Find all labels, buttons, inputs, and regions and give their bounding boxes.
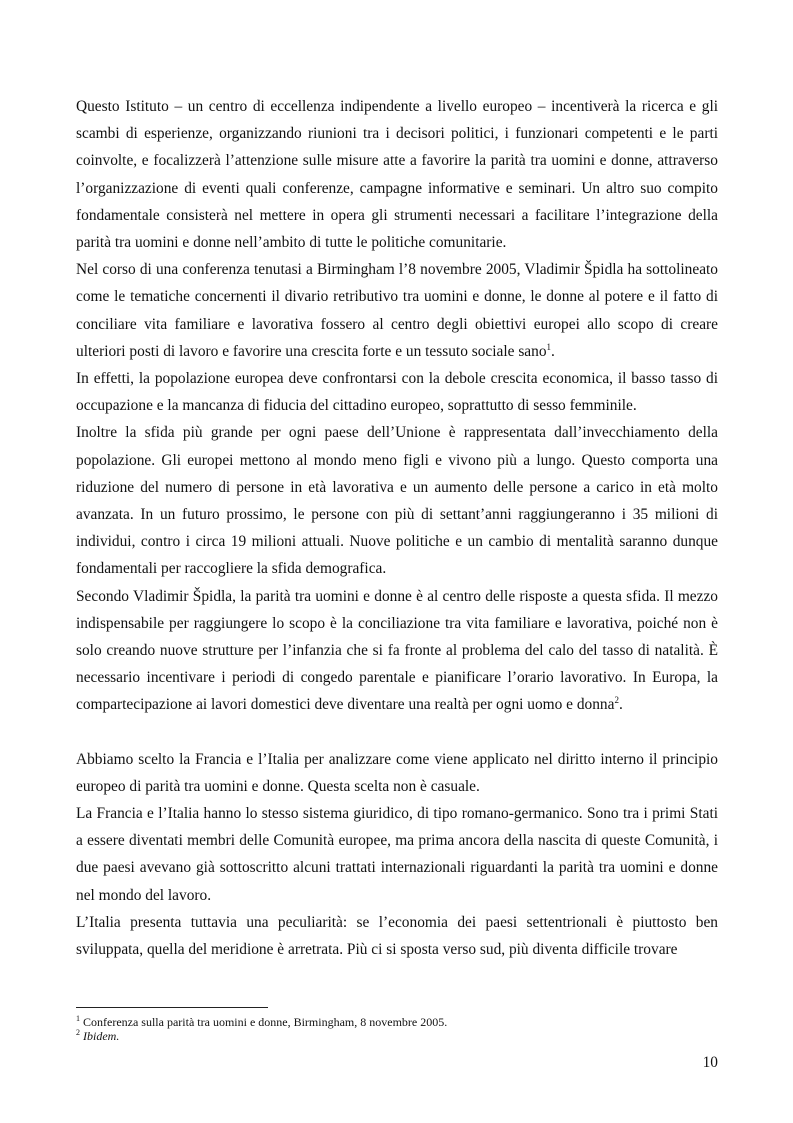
page-number: 10 [702, 1054, 718, 1071]
paragraph [76, 256, 718, 365]
period: . [551, 342, 555, 360]
footnote-text: Ibidem. [83, 1029, 120, 1043]
paragraph [76, 583, 718, 719]
paragraph: La Francia e l’Italia hanno lo stesso sistema giuridico, di tipo romano-germanico. Sono tra i primi Stati a essere diventati membri delle Comunità europee, ma prima ancora della nascita di queste Comunità, i due paesi avevano già sottoscritto alcuni trattati internazionali riguardanti la parità tra uomini e donne nel mondo del lavoro. [76, 805, 718, 904]
footnote-ref[interactable]: 2 [614, 695, 619, 706]
paragraph-text: Secondo Vladimir Špidla, la parità tra uomini e donne è al centro delle risposte a questa sfida. Il mezzo indispensabile per raggiungere lo scopo è la conciliazione tra vita familiare e lavorativa, poiché non è solo creando nuove strutture per l’infanzia che si fa fronte al problema del calo del tasso di natalità. È necessario incentivare i periodi di congedo parentale e pianificare l’orario lavorativo. In Europa, la compartecipazione ai lavori domestici deve diventare una realtà per ogni uomo e donna [76, 587, 718, 714]
footnote-mark: 2 [76, 1028, 80, 1037]
footnote-mark: 1 [76, 1014, 80, 1023]
period: . [618, 696, 623, 714]
footnotes [76, 1015, 718, 1043]
paragraph: In effetti, la popolazione europea deve confrontarsi con la debole crescita economica, il basso tasso di occupazione e la mancanza di fiducia del cittadino europeo, soprattutto di sesso femminile. [76, 370, 718, 415]
footnote-ref[interactable]: 1 [546, 341, 552, 352]
paragraph: Questo Istituto – un centro di eccellenza indipendente a livello europeo – incentiverà la ricerca e gli scambi di esperienze, organizzando riunioni tra i decisori politici, i funzionari competenti e le parti coinvolte, e focalizzerà l’attenzione sulle misure atte a favorire la parità tra uomini e donne, attraverso l’organizzazione di eventi quali conferenze, campagne informative e seminari. Un altro suo compito fondamentale consisterà nel mettere in opera gli strumenti necessari a facilitare l’integrazione della parità tra uomini e donne nell’ambito di tutte le politiche comunitarie. [76, 98, 718, 252]
body-text [76, 93, 718, 963]
footnote [76, 1029, 718, 1043]
paragraph-gap [76, 719, 718, 746]
paragraph: Abbiamo scelto la Francia e l’Italia per analizzare come viene applicato nel diritto interno il principio europeo di parità tra uomini e donne. Questa scelta non è casuale. [76, 750, 718, 795]
paragraph: L’Italia presenta tuttavia una peculiarità: se l’economia dei paesi settentrionali è piuttosto ben sviluppata, quella del meridione è arretrata. Più ci si sposta verso sud, più diventa difficile trovare [76, 913, 718, 959]
paragraph-text: Nel corso di una conferenza tenutasi a Birmingham l’8 novembre 2005, Vladimir Špidla ha sottolineato come le tematiche concernenti il divario retributivo tra uomini e donne, le donne al potere e il fatto di conciliare vita familiare e lavorativa fossero al centro degli obiettivi europei allo scopo di creare ulteriori posti di lavoro e favorire una crescita forte e un tessuto sociale sano [76, 261, 718, 360]
paragraph: Inoltre la sfida più grande per ogni paese dell’Unione è rappresentata dall’invecchiamento della popolazione. Gli europei mettono al mondo meno figli e vivono più a lungo. Questo comporta una riduzione del numero di persone in età lavorativa e un aumento delle persone a carico in età molto avanzata. In un futuro prossimo, le persone con più di settant’anni raggiungeranno i 35 milioni di individui, contro i circa 19 milioni attuali. Nuove politiche e un cambio di mentalità saranno dunque fondamentali per raccogliere la sfida demografica. [76, 424, 718, 578]
footnote [76, 1015, 718, 1029]
footnote-text: Conferenza sulla parità tra uomini e donne, Birmingham, 8 novembre 2005. [83, 1015, 448, 1029]
footnote-separator [76, 1007, 268, 1008]
